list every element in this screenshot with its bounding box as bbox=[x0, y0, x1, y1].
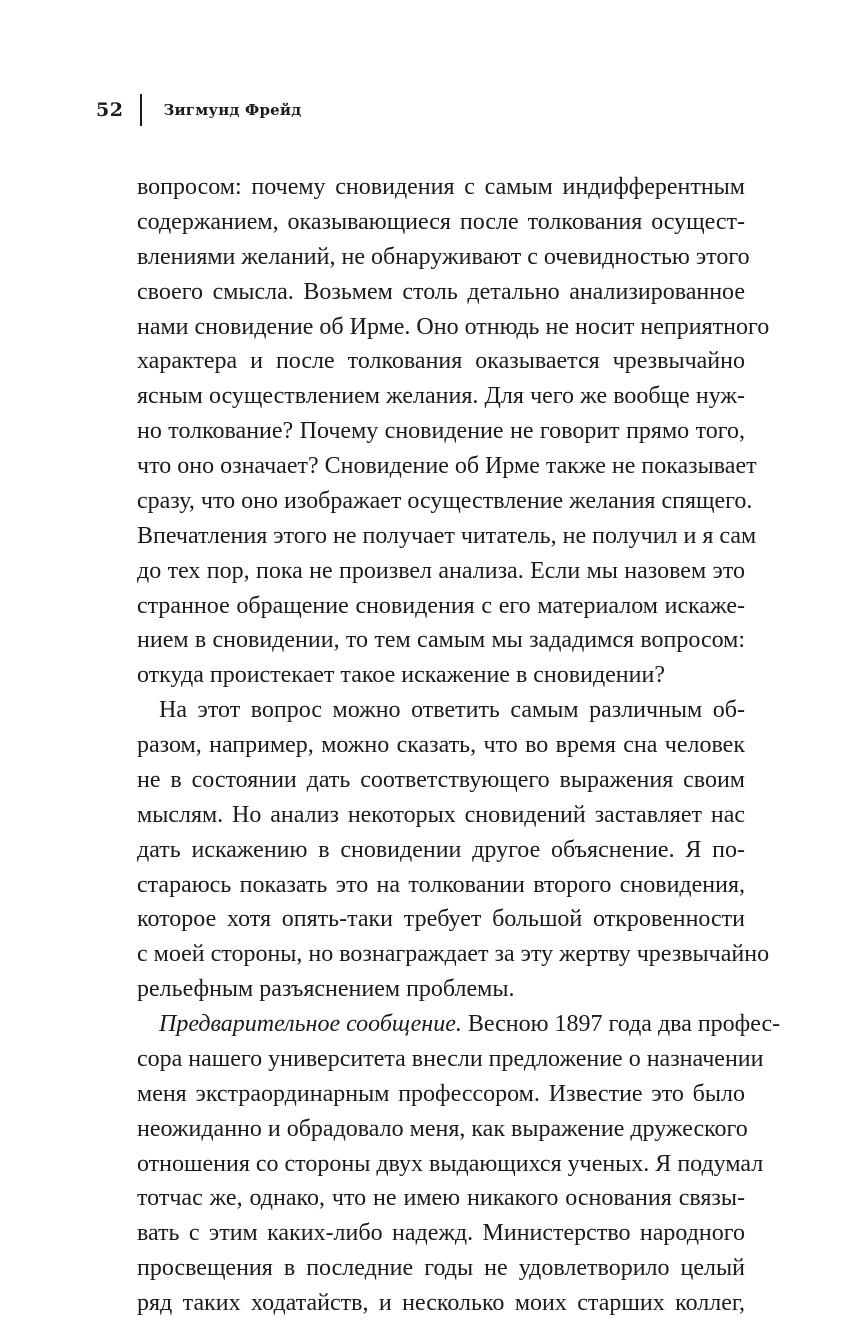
running-head-author: Зигмунд Фрейд bbox=[163, 101, 302, 119]
text-line: разом, например, можно сказать, что во время сна человек bbox=[137, 732, 745, 758]
text-line: не в состоянии дать соответствующего выражения своим bbox=[137, 766, 745, 793]
page-number: 52 bbox=[96, 99, 124, 121]
running-head bbox=[96, 94, 301, 126]
text-line: вать с этим каких-либо надежд. Министерство народного bbox=[137, 1220, 745, 1247]
text-line: с моей стороны, но вознаграждает за эту жертву чрезвычайно bbox=[137, 941, 770, 968]
text-line: Впечатления этого не получает читатель, не получил и я сам bbox=[137, 522, 757, 549]
text-line: нием в сновидении, то тем самым мы зададимся вопросом: bbox=[137, 627, 745, 654]
text-line: влениями желаний, не обнаруживают с очевидностью этого bbox=[137, 243, 750, 270]
text-line: которое хотя опять-таки требует большой откровенности bbox=[137, 906, 745, 933]
text-line: меня экстраординарным профессором. Известие это было bbox=[137, 1080, 745, 1107]
text-line: ясным осуществлением желания. Для чего же вообще нуж- bbox=[137, 383, 745, 410]
text-line: дать искажению в сновидении другое объяснение. Я по- bbox=[137, 836, 745, 863]
text-line: откуда проистекает такое искажение в сновидении? bbox=[137, 662, 665, 689]
text-line: но толкование? Почему сновидение не говорит прямо того, bbox=[137, 418, 745, 445]
text-line: что оно означает? Сновидение об Ирме также не показывает bbox=[137, 453, 757, 479]
header-divider bbox=[140, 94, 142, 126]
paragraph-3 bbox=[137, 1007, 781, 1321]
text-line: просвещения в последние годы не удовлетворило целый bbox=[137, 1255, 745, 1282]
text-line: характера и после толкования оказывается чрезвычайно bbox=[137, 348, 745, 375]
text-line: рельефным разъяснением проблемы. bbox=[137, 976, 515, 1003]
text-line: стараюсь показать это на толковании второго сновидения, bbox=[137, 871, 745, 898]
text-line: своего смысла. Возьмем столь детально анализированное bbox=[137, 278, 745, 305]
text-line: ряд таких ходатайств, и несколько моих старших коллег, bbox=[137, 1290, 745, 1316]
italic-lead: Предварительное сообщение. bbox=[159, 1011, 462, 1037]
paragraph-1 bbox=[137, 170, 770, 693]
text-line: нами сновидение об Ирме. Оно отнюдь не носит неприятного bbox=[137, 313, 770, 340]
text-line: отношения со стороны двух выдающихся ученых. Я подумал bbox=[137, 1150, 764, 1177]
text-line: мыслям. Но анализ некоторых сновидений заставляет нас bbox=[137, 801, 745, 828]
text-line: сразу, что оно изображает осуществление желания спящего. bbox=[137, 487, 753, 514]
text-line: до тех пор, пока не произвел анализа. Если мы назовем это bbox=[137, 557, 745, 584]
text-line: странное обращение сновидения с его материалом искаже- bbox=[137, 592, 745, 619]
paragraph-2 bbox=[137, 693, 770, 1007]
text-fragment: Весною 1897 года два профес- bbox=[461, 1011, 781, 1037]
text-line: тотчас же, однако, что не имею никакого основания связы- bbox=[137, 1185, 745, 1212]
text-line: На этот вопрос можно ответить самым различным об- bbox=[159, 697, 745, 724]
body-text bbox=[137, 170, 781, 1321]
text-line: вопросом: почему сновидения с самым индифферентным bbox=[137, 174, 745, 200]
text-line: содержанием, оказывающиеся после толкования осущест- bbox=[137, 208, 745, 235]
text-line: неожиданно и обрадовало меня, как выражение дружеского bbox=[137, 1115, 748, 1142]
text-line bbox=[137, 1007, 781, 1042]
text-line: сора нашего университета внесли предложение о назначении bbox=[137, 1045, 764, 1072]
